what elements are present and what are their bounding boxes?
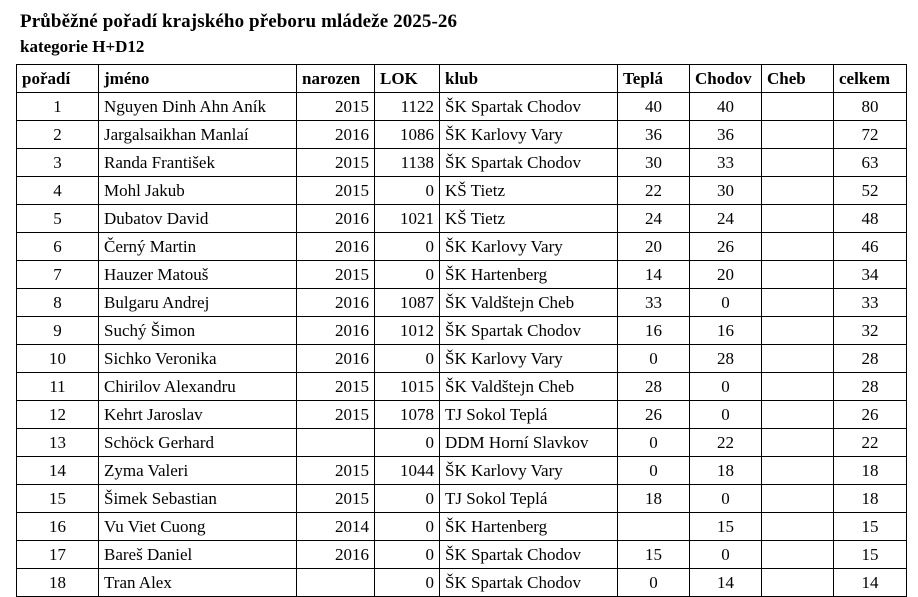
cell-club: ŠK Karlovy Vary (440, 233, 618, 261)
cell-chodov: 0 (690, 485, 762, 513)
cell-rank: 12 (17, 401, 99, 429)
column-header-club: klub (440, 65, 618, 93)
table-row (17, 345, 907, 373)
cell-club: ŠK Karlovy Vary (440, 345, 618, 373)
cell-lok: 1087 (375, 289, 440, 317)
cell-total: 46 (834, 233, 907, 261)
cell-total: 72 (834, 121, 907, 149)
cell-cheb (762, 177, 834, 205)
cell-total: 52 (834, 177, 907, 205)
cell-lok: 1086 (375, 121, 440, 149)
cell-total: 33 (834, 289, 907, 317)
cell-cheb (762, 233, 834, 261)
cell-born: 2015 (297, 401, 375, 429)
cell-name: Suchý Šimon (99, 317, 297, 345)
table-header-row (17, 65, 907, 93)
cell-tepla: 24 (618, 205, 690, 233)
table-row (17, 93, 907, 121)
cell-born: 2016 (297, 121, 375, 149)
table-row (17, 233, 907, 261)
cell-lok: 0 (375, 345, 440, 373)
cell-chodov: 30 (690, 177, 762, 205)
cell-total: 14 (834, 569, 907, 597)
title-block (20, 10, 906, 58)
table-row (17, 513, 907, 541)
cell-rank: 5 (17, 205, 99, 233)
cell-total: 28 (834, 345, 907, 373)
cell-tepla: 0 (618, 457, 690, 485)
cell-born: 2015 (297, 93, 375, 121)
cell-name: Hauzer Matouš (99, 261, 297, 289)
page-title: Průběžné pořadí krajského přeboru mládeže 2025-26 (20, 11, 458, 32)
cell-total: 48 (834, 205, 907, 233)
cell-name: Jargalsaikhan Manlaí (99, 121, 297, 149)
cell-name: Mohl Jakub (99, 177, 297, 205)
cell-name: Černý Martin (99, 233, 297, 261)
column-header-cheb: Cheb (762, 65, 834, 93)
cell-club: ŠK Spartak Chodov (440, 317, 618, 345)
cell-lok: 1122 (375, 93, 440, 121)
table-row (17, 569, 907, 597)
cell-lok: 1015 (375, 373, 440, 401)
cell-club: TJ Sokol Teplá (440, 401, 618, 429)
cell-chodov: 14 (690, 569, 762, 597)
cell-club: DDM Horní Slavkov (440, 429, 618, 457)
cell-chodov: 16 (690, 317, 762, 345)
cell-tepla: 18 (618, 485, 690, 513)
cell-club: KŠ Tietz (440, 205, 618, 233)
table-header (17, 65, 907, 93)
cell-name: Bareš Daniel (99, 541, 297, 569)
cell-tepla: 0 (618, 429, 690, 457)
cell-rank: 17 (17, 541, 99, 569)
cell-cheb (762, 205, 834, 233)
cell-lok: 1138 (375, 149, 440, 177)
cell-club: ŠK Hartenberg (440, 513, 618, 541)
cell-name: Bulgaru Andrej (99, 289, 297, 317)
cell-club: ŠK Spartak Chodov (440, 149, 618, 177)
cell-lok: 0 (375, 569, 440, 597)
cell-rank: 2 (17, 121, 99, 149)
cell-club: TJ Sokol Teplá (440, 485, 618, 513)
cell-chodov: 36 (690, 121, 762, 149)
cell-rank: 10 (17, 345, 99, 373)
cell-cheb (762, 541, 834, 569)
cell-tepla: 30 (618, 149, 690, 177)
cell-tepla: 0 (618, 569, 690, 597)
cell-lok: 0 (375, 177, 440, 205)
cell-rank: 4 (17, 177, 99, 205)
cell-cheb (762, 513, 834, 541)
column-header-total: celkem (834, 65, 907, 93)
table-row (17, 373, 907, 401)
cell-rank: 1 (17, 93, 99, 121)
cell-rank: 6 (17, 233, 99, 261)
cell-name: Randa František (99, 149, 297, 177)
page-subtitle: kategorie H+D12 (20, 37, 145, 56)
cell-chodov: 40 (690, 93, 762, 121)
cell-rank: 15 (17, 485, 99, 513)
cell-cheb (762, 485, 834, 513)
cell-born: 2015 (297, 261, 375, 289)
column-header-chodov: Chodov (690, 65, 762, 93)
cell-tepla: 28 (618, 373, 690, 401)
cell-rank: 11 (17, 373, 99, 401)
cell-lok: 1078 (375, 401, 440, 429)
cell-name: Nguyen Dinh Ahn Aník (99, 93, 297, 121)
cell-tepla: 36 (618, 121, 690, 149)
cell-tepla: 40 (618, 93, 690, 121)
cell-total: 15 (834, 513, 907, 541)
cell-born: 2015 (297, 177, 375, 205)
cell-lok: 0 (375, 513, 440, 541)
cell-total: 32 (834, 317, 907, 345)
cell-born: 2015 (297, 457, 375, 485)
cell-rank: 14 (17, 457, 99, 485)
column-header-name: jméno (99, 65, 297, 93)
cell-total: 34 (834, 261, 907, 289)
cell-rank: 9 (17, 317, 99, 345)
cell-born: 2016 (297, 345, 375, 373)
cell-born: 2016 (297, 541, 375, 569)
cell-chodov: 15 (690, 513, 762, 541)
standings-table (16, 64, 907, 597)
cell-chodov: 18 (690, 457, 762, 485)
cell-lok: 0 (375, 541, 440, 569)
cell-cheb (762, 93, 834, 121)
cell-club: ŠK Karlovy Vary (440, 121, 618, 149)
cell-total: 26 (834, 401, 907, 429)
cell-tepla: 22 (618, 177, 690, 205)
cell-club: ŠK Valdštejn Cheb (440, 289, 618, 317)
cell-cheb (762, 317, 834, 345)
cell-club: ŠK Spartak Chodov (440, 93, 618, 121)
cell-lok: 0 (375, 233, 440, 261)
cell-chodov: 0 (690, 541, 762, 569)
cell-name: Vu Viet Cuong (99, 513, 297, 541)
cell-born (297, 429, 375, 457)
cell-cheb (762, 457, 834, 485)
cell-tepla: 15 (618, 541, 690, 569)
cell-rank: 16 (17, 513, 99, 541)
cell-lok: 1012 (375, 317, 440, 345)
cell-born: 2016 (297, 317, 375, 345)
cell-lok: 0 (375, 485, 440, 513)
cell-lok: 1021 (375, 205, 440, 233)
cell-chodov: 22 (690, 429, 762, 457)
cell-total: 63 (834, 149, 907, 177)
table-row (17, 205, 907, 233)
cell-cheb (762, 429, 834, 457)
cell-born: 2015 (297, 149, 375, 177)
cell-name: Tran Alex (99, 569, 297, 597)
cell-tepla: 33 (618, 289, 690, 317)
cell-tepla: 14 (618, 261, 690, 289)
cell-rank: 13 (17, 429, 99, 457)
cell-club: ŠK Spartak Chodov (440, 569, 618, 597)
cell-total: 22 (834, 429, 907, 457)
cell-lok: 1044 (375, 457, 440, 485)
cell-total: 18 (834, 485, 907, 513)
cell-born: 2016 (297, 205, 375, 233)
cell-cheb (762, 289, 834, 317)
cell-club: ŠK Valdštejn Cheb (440, 373, 618, 401)
cell-name: Zyma Valeri (99, 457, 297, 485)
cell-name: Šimek Sebastian (99, 485, 297, 513)
column-header-born: narozen (297, 65, 375, 93)
cell-born (297, 569, 375, 597)
cell-club: ŠK Karlovy Vary (440, 457, 618, 485)
cell-tepla: 26 (618, 401, 690, 429)
cell-total: 80 (834, 93, 907, 121)
table-body (17, 93, 907, 597)
cell-born: 2016 (297, 233, 375, 261)
column-header-tepla: Teplá (618, 65, 690, 93)
cell-cheb (762, 345, 834, 373)
cell-lok: 0 (375, 429, 440, 457)
table-row (17, 261, 907, 289)
column-header-lok: LOK (375, 65, 440, 93)
cell-cheb (762, 121, 834, 149)
cell-born: 2014 (297, 513, 375, 541)
cell-chodov: 0 (690, 289, 762, 317)
cell-chodov: 24 (690, 205, 762, 233)
table-row (17, 289, 907, 317)
table-row (17, 485, 907, 513)
cell-cheb (762, 401, 834, 429)
cell-cheb (762, 373, 834, 401)
cell-born: 2015 (297, 373, 375, 401)
cell-tepla: 16 (618, 317, 690, 345)
cell-total: 15 (834, 541, 907, 569)
cell-total: 28 (834, 373, 907, 401)
cell-club: ŠK Hartenberg (440, 261, 618, 289)
cell-chodov: 20 (690, 261, 762, 289)
cell-born: 2015 (297, 485, 375, 513)
table-row (17, 541, 907, 569)
cell-tepla: 0 (618, 345, 690, 373)
table-row (17, 429, 907, 457)
cell-name: Schöck Gerhard (99, 429, 297, 457)
cell-cheb (762, 261, 834, 289)
table-row (17, 457, 907, 485)
cell-tepla: 20 (618, 233, 690, 261)
table-row (17, 317, 907, 345)
cell-chodov: 26 (690, 233, 762, 261)
cell-born: 2016 (297, 289, 375, 317)
cell-cheb (762, 569, 834, 597)
table-row (17, 401, 907, 429)
cell-name: Sichko Veronika (99, 345, 297, 373)
table-row (17, 121, 907, 149)
cell-name: Dubatov David (99, 205, 297, 233)
table-row (17, 177, 907, 205)
cell-chodov: 28 (690, 345, 762, 373)
cell-chodov: 33 (690, 149, 762, 177)
cell-name: Chirilov Alexandru (99, 373, 297, 401)
cell-lok: 0 (375, 261, 440, 289)
cell-tepla (618, 513, 690, 541)
table-row (17, 149, 907, 177)
cell-rank: 8 (17, 289, 99, 317)
cell-club: KŠ Tietz (440, 177, 618, 205)
cell-club: ŠK Spartak Chodov (440, 541, 618, 569)
column-header-rank: pořadí (17, 65, 99, 93)
cell-chodov: 0 (690, 373, 762, 401)
cell-name: Kehrt Jaroslav (99, 401, 297, 429)
cell-total: 18 (834, 457, 907, 485)
cell-chodov: 0 (690, 401, 762, 429)
cell-rank: 7 (17, 261, 99, 289)
cell-rank: 18 (17, 569, 99, 597)
cell-cheb (762, 149, 834, 177)
cell-rank: 3 (17, 149, 99, 177)
